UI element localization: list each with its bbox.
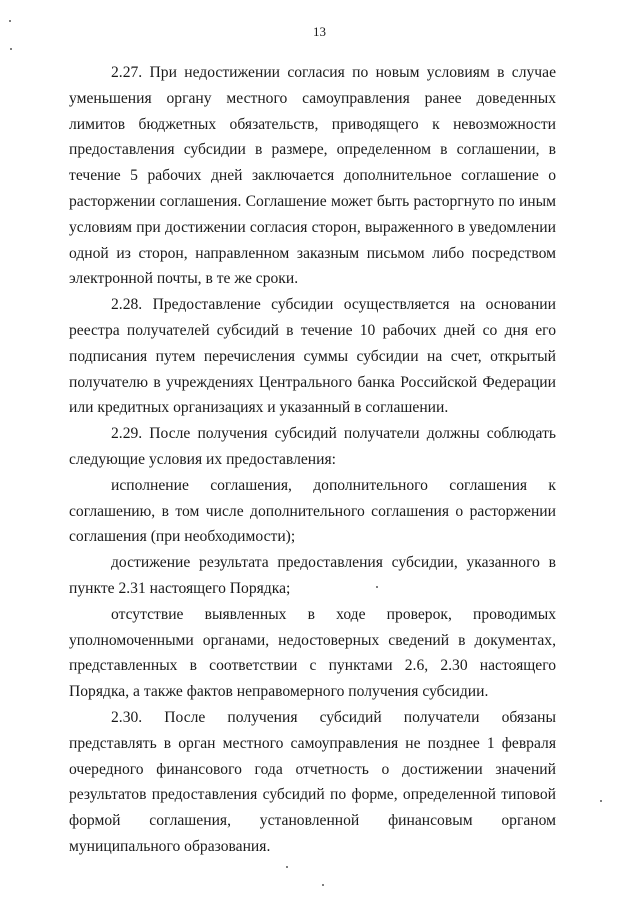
document-body [69,60,556,860]
condition-item-no-violations: отсутствие выявленных в ходе проверок, проводимых уполномоченными органами, недостоверных сведений в документах, представленных в соответствии с пунктами 2.6, 2.30 настоящего Порядка, а также фактов неправомерного получения субсидии. [69,605,556,701]
scan-speck [286,866,288,868]
paragraph-2-30: 2.30. После получения субсидий получатели обязаны представлять в орган местного самоуправления не позднее 1 февраля очередного финансового года отчетность о достижении значений результатов предоставления субсидий по форме, определенной типовой формой соглашения, установленной финансовым органом муниципального образования. [69,708,556,855]
scan-speck [9,20,11,22]
page-number: 13 [313,24,326,39]
paragraph-2-27: 2.27. При недостижении согласия по новым условиям в случае уменьшения органу местного самоуправления ранее доведенных лимитов бюджетных обязательств, приводящего к невозможности предоставления субсидии в размере, определенном в соглашении, в течение 5 рабочих дней заключается дополнительное соглашение о расторжении соглашения. Соглашение может быть расторгнуто по иным условиям при достижении согласия сторон, выраженного в уведомлении одной из сторон, направленном заказным письмом либо посредством электронной почты, в те же сроки. [69,64,556,288]
scan-speck [10,48,12,50]
scan-speck [322,884,324,886]
scan-speck [376,586,378,588]
condition-item-result: достижение результата предоставления субсидии, указанного в пункте 2.31 настоящего Порядка; [69,554,556,597]
scan-speck [600,800,602,802]
condition-item-agreement: исполнение соглашения, дополнительного соглашения к соглашению, в том числе дополнительного соглашения о расторжении соглашения (при необходимости); [69,476,556,546]
paragraph-2-28: 2.28. Предоставление субсидии осуществляется на основании реестра получателей субсидий в течение 10 рабочих дней со дня его подписания путем перечисления суммы субсидии на счет, открытый получателю в учреждениях Центрального банка Российской Федерации или кредитных организациях и указанный в соглашении. [69,296,556,417]
paragraph-2-29: 2.29. После получения субсидий получатели должны соблюдать следующие условия их предоставления: [69,425,556,468]
